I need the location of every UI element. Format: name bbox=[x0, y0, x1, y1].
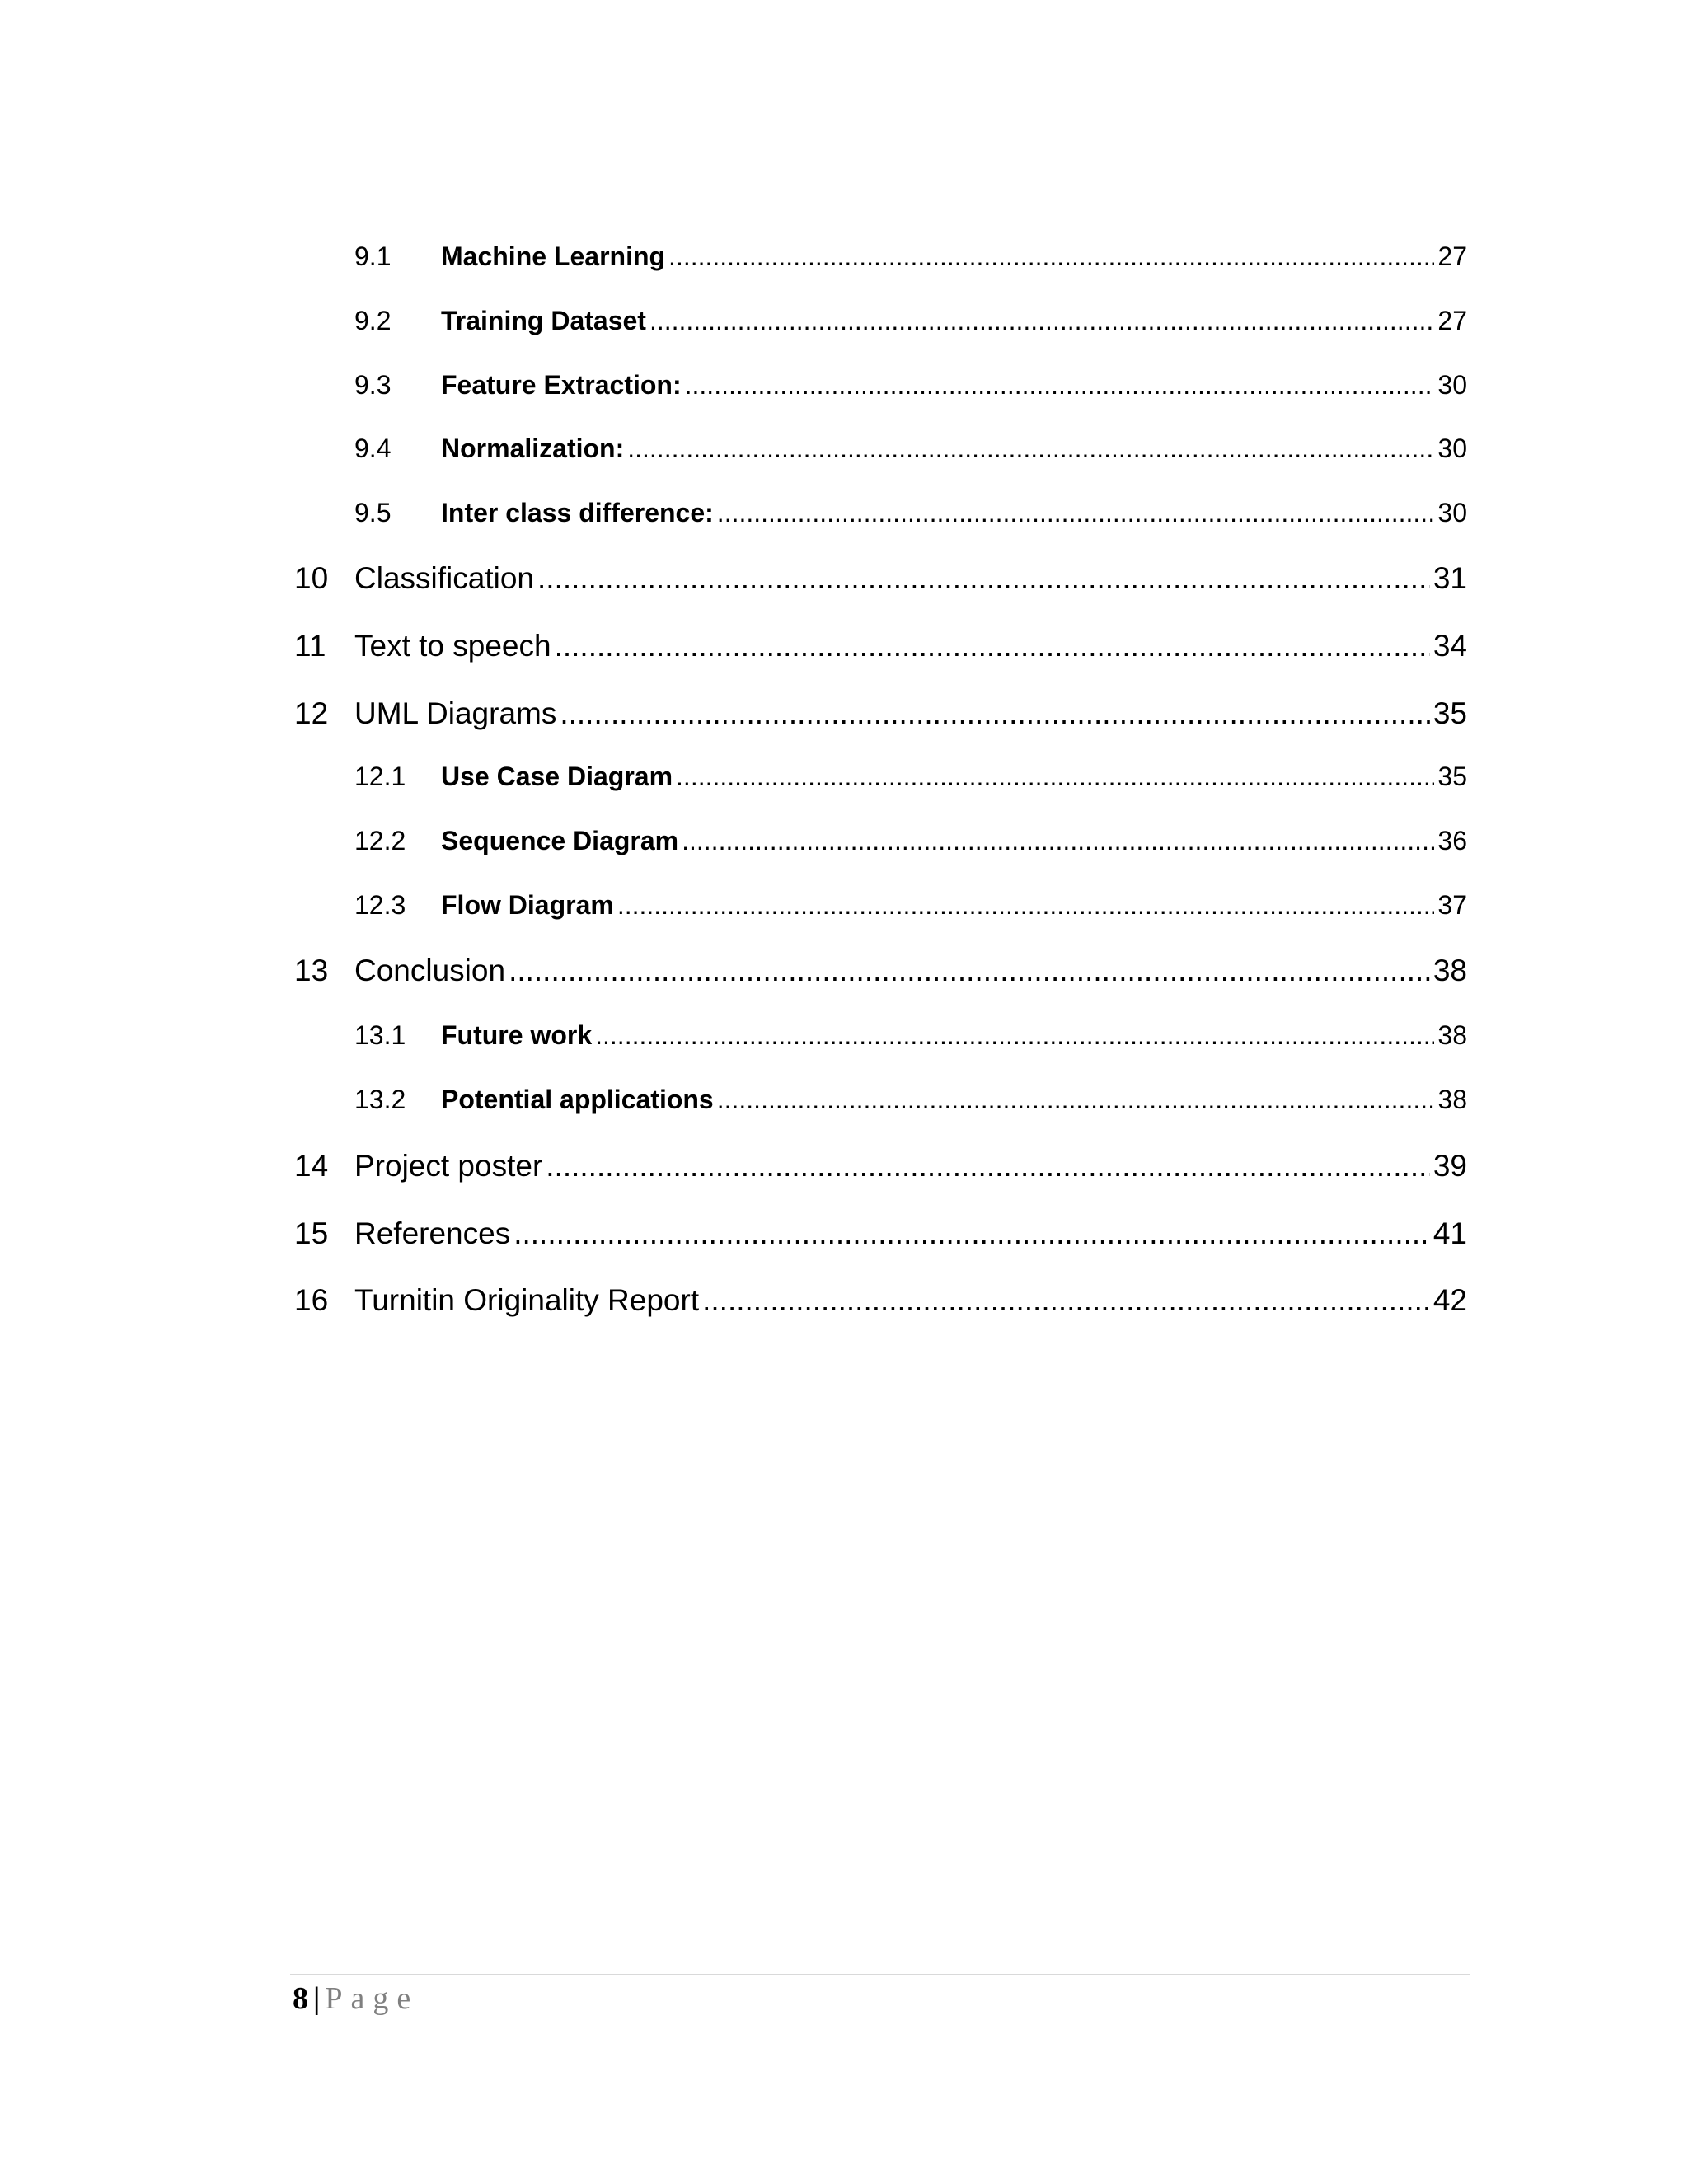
page-number: 8 bbox=[293, 1981, 308, 2016]
toc-entry[interactable] bbox=[294, 561, 1467, 596]
toc-entry[interactable] bbox=[354, 241, 1467, 272]
toc-entry-page: 30 bbox=[1437, 434, 1467, 463]
toc-entry-number: 10 bbox=[294, 561, 329, 595]
toc-entry-page: 42 bbox=[1432, 1283, 1467, 1317]
toc-entry-number: 15 bbox=[294, 1216, 329, 1250]
toc-entry-title: Feature Extraction: bbox=[441, 370, 682, 400]
toc-entry-page: 39 bbox=[1432, 1149, 1467, 1183]
toc-entry[interactable] bbox=[354, 762, 1467, 792]
toc-dot-leader bbox=[537, 561, 1430, 596]
toc-entry-number: 13.2 bbox=[354, 1085, 406, 1114]
toc-entry[interactable] bbox=[294, 1283, 1467, 1318]
toc-dot-leader bbox=[555, 629, 1430, 663]
toc-entry-title: Text to speech bbox=[354, 629, 551, 663]
toc-dot-leader bbox=[649, 306, 1434, 336]
toc-entry-number: 9.3 bbox=[354, 370, 392, 400]
toc-entry-page: 37 bbox=[1437, 890, 1467, 920]
footer-separator: | bbox=[313, 1981, 321, 2016]
toc-dot-leader bbox=[560, 696, 1430, 731]
toc-entry-title: Flow Diagram bbox=[441, 890, 614, 920]
toc-dot-leader bbox=[702, 1283, 1430, 1318]
toc-entry[interactable] bbox=[354, 890, 1467, 921]
toc-dot-leader bbox=[682, 826, 1434, 856]
toc-dot-leader bbox=[627, 434, 1434, 464]
toc-dot-leader bbox=[595, 1020, 1434, 1051]
toc-entry-title: UML Diagrams bbox=[354, 696, 557, 730]
toc-entry-page: 34 bbox=[1432, 629, 1467, 663]
toc-dot-leader bbox=[617, 890, 1435, 921]
toc-entry-title: References bbox=[354, 1216, 511, 1250]
toc-entry-page: 38 bbox=[1437, 1085, 1467, 1114]
toc-entry[interactable] bbox=[354, 826, 1467, 856]
toc-entry-page: 38 bbox=[1432, 954, 1467, 987]
toc-dot-leader bbox=[513, 1216, 1430, 1251]
toc-dot-leader bbox=[717, 1085, 1435, 1115]
toc-entry-title: Project poster bbox=[354, 1149, 543, 1183]
toc-entry-page: 30 bbox=[1437, 498, 1467, 527]
toc-entry[interactable] bbox=[294, 954, 1467, 988]
toc-entry-number: 9.5 bbox=[354, 498, 392, 527]
toc-dot-leader bbox=[717, 498, 1435, 528]
toc-entry[interactable] bbox=[354, 498, 1467, 528]
toc-entry-page: 41 bbox=[1432, 1216, 1467, 1250]
toc-entry-number: 13.1 bbox=[354, 1020, 406, 1050]
footer-divider bbox=[290, 1974, 1470, 1975]
toc-entry-title: Inter class difference: bbox=[441, 498, 714, 527]
toc-entry[interactable] bbox=[294, 1149, 1467, 1183]
toc-entry-number: 12.1 bbox=[354, 762, 406, 791]
toc-entry-title: Turnitin Originality Report bbox=[354, 1283, 700, 1317]
toc-dot-leader bbox=[676, 762, 1434, 792]
toc-entry[interactable] bbox=[294, 696, 1467, 731]
toc-entry-page: 35 bbox=[1437, 762, 1467, 791]
toc-entry-number: 12 bbox=[294, 696, 329, 730]
toc-dot-leader bbox=[509, 954, 1430, 988]
toc-entry[interactable] bbox=[294, 1216, 1467, 1251]
toc-entry-title: Training Dataset bbox=[441, 306, 646, 335]
toc-entry-title: Normalization: bbox=[441, 434, 625, 463]
toc-entry-number: 12.3 bbox=[354, 890, 406, 920]
toc-entry[interactable] bbox=[294, 629, 1467, 663]
toc-entry-title: Conclusion bbox=[354, 954, 506, 987]
toc-entry-number: 9.4 bbox=[354, 434, 392, 463]
toc-entry-title: Future work bbox=[441, 1020, 593, 1050]
toc-entry-number: 16 bbox=[294, 1283, 329, 1317]
toc-entry[interactable] bbox=[354, 370, 1467, 401]
page-label: Page bbox=[325, 1981, 420, 2016]
toc-entry-page: 38 bbox=[1437, 1020, 1467, 1050]
toc-entry[interactable] bbox=[354, 1020, 1467, 1051]
toc-entry-title: Classification bbox=[354, 561, 534, 595]
toc-entry-page: 36 bbox=[1437, 826, 1467, 855]
toc-entry-title: Machine Learning bbox=[441, 241, 666, 271]
toc-entry[interactable] bbox=[354, 434, 1467, 464]
toc-entry-number: 12.2 bbox=[354, 826, 406, 855]
toc-entry-number: 14 bbox=[294, 1149, 329, 1183]
toc-entry-page: 27 bbox=[1437, 241, 1467, 271]
toc-dot-leader bbox=[685, 370, 1435, 401]
toc-entry-number: 9.1 bbox=[354, 241, 392, 271]
toc-entry-page: 31 bbox=[1432, 561, 1467, 595]
toc-entry-page: 35 bbox=[1432, 696, 1467, 730]
page-footer bbox=[293, 1978, 419, 2019]
toc-entry-page: 27 bbox=[1437, 306, 1467, 335]
toc-entry-number: 11 bbox=[294, 629, 326, 663]
toc-entry-title: Potential applications bbox=[441, 1085, 714, 1114]
toc-entry[interactable] bbox=[354, 1085, 1467, 1115]
toc-entry-page: 30 bbox=[1437, 370, 1467, 400]
toc-entry-title: Use Case Diagram bbox=[441, 762, 673, 791]
toc-dot-leader bbox=[546, 1149, 1430, 1183]
toc-entry-number: 9.2 bbox=[354, 306, 392, 335]
toc-entry-title: Sequence Diagram bbox=[441, 826, 679, 855]
toc-dot-leader bbox=[668, 241, 1434, 272]
toc-entry[interactable] bbox=[354, 306, 1467, 336]
toc-entry-number: 13 bbox=[294, 954, 329, 987]
